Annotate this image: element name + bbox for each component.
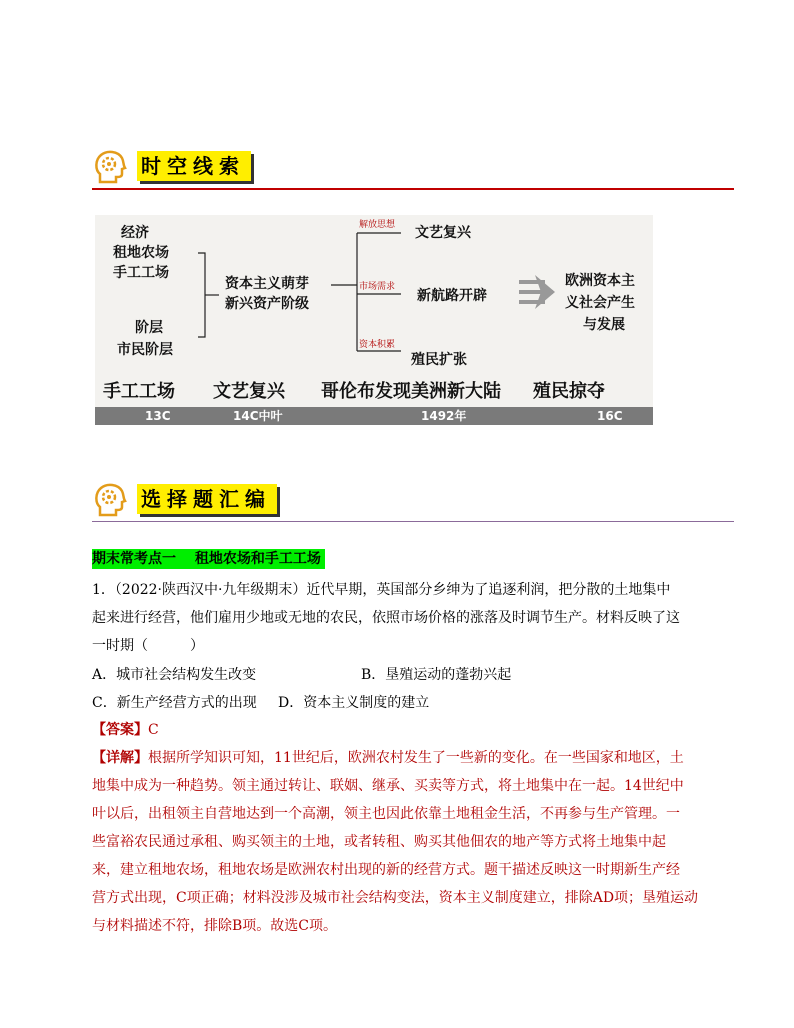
tl-outcome-1: 欧洲资本主: [565, 273, 635, 289]
tl-branch-tag-3: 资本积累: [359, 340, 396, 350]
head-gear-icon: [92, 148, 128, 184]
section-header-questions: [92, 481, 734, 523]
topic-heading: 期末常考点一 租地农场和手工工场: [92, 549, 325, 569]
tl-year-1: 13C: [145, 409, 171, 423]
tl-branch-result-1: 文艺复兴: [415, 225, 471, 241]
explain-line-4: 些富裕农民通过承租、购买领主的土地，或者转租、购买其他佃农的地产等方式将土地集中起: [92, 834, 666, 850]
timeline-figure: [95, 215, 653, 425]
question-line-3: 一时期（ ）: [92, 638, 204, 654]
explain-line-3: 叶以后，出租领主自营地达到一个高潮，领主也因此依靠土地租金生活，不再参与生产管理。一: [92, 806, 680, 822]
option-d: D．资本主义制度的建立: [278, 695, 430, 711]
tl-branch-result-3: 殖民扩张: [411, 352, 467, 368]
section-title: 选择题汇编: [137, 484, 277, 514]
head-gear-icon: [92, 481, 128, 517]
tl-left-bottom-2: 市民阶层: [117, 342, 173, 358]
tl-left-top-2: 租地农场: [113, 245, 169, 261]
question-line-1: 1．（2022·陕西汉中·九年级期末）近代早期，英国部分乡绅为了追逐利润，把分散的土地集中: [92, 582, 671, 598]
tl-left-bottom-1: 阶层: [135, 320, 163, 336]
explain-line-7: 与材料描述不符，排除B项。故选C项。: [92, 918, 337, 934]
tl-era-4: 殖民掠夺: [533, 381, 605, 402]
tl-branch-result-2: 新航路开辟: [417, 288, 487, 304]
explain-line-2: 地集中成为一种趋势。领主通过转让、联姻、继承、买卖等方式，将土地集中在一起。14世纪中: [92, 778, 684, 794]
tl-year-3: 1492年: [421, 409, 467, 423]
answer-line: [92, 716, 732, 744]
tl-branch-tag-1: 解放思想: [359, 220, 396, 230]
section-title: 时空线索: [137, 151, 251, 181]
explain-line-1: 【详解】根据所学知识可知，11世纪后，欧洲农村发生了一些新的变化。在一些国家和地区，土: [92, 750, 684, 766]
option-b: B．垦殖运动的蓬勃兴起: [361, 667, 512, 683]
tl-era-1: 手工工场: [103, 381, 175, 402]
tl-left-top-1: 经济: [121, 225, 149, 241]
section-header-timeline: [92, 148, 734, 190]
tl-left-top-3: 手工工场: [113, 265, 169, 281]
tl-year-bar: [95, 407, 653, 425]
tl-era-2: 文艺复兴: [213, 381, 285, 402]
tl-outcome-3: 与发展: [583, 317, 625, 333]
tl-outcome-2: 义社会产生: [565, 295, 635, 311]
explain-label: 【详解】: [92, 750, 148, 766]
section-rule: [92, 188, 734, 190]
question-line-2: 起来进行经营，他们雇用少地或无地的农民，依照市场价格的涨落及时调节生产。材料反映了这: [92, 610, 680, 626]
option-c: C．新生产经营方式的出现: [92, 695, 257, 711]
tl-branch-tag-2: 市场需求: [359, 282, 396, 292]
tl-era-3: 哥伦布发现美洲新大陆: [321, 381, 501, 402]
option-a: A．城市社会结构发生改变: [92, 667, 257, 683]
tl-middle-2: 新兴资产阶级: [225, 296, 309, 312]
tl-year-2: 14C中叶: [233, 409, 283, 423]
section-rule: [92, 521, 734, 522]
explain-line-5: 来，建立租地农场，租地农场是欧洲农村出现的新的经营方式。题干描述反映这一时期新生产经: [92, 862, 680, 878]
answer-value: C: [148, 722, 159, 738]
tl-year-4: 16C: [597, 409, 623, 423]
answer-label: 【答案】: [92, 722, 148, 738]
tl-middle-1: 资本主义萌芽: [225, 276, 309, 292]
explain-line-6: 营方式出现，C项正确；材料没涉及城市社会结构变法，资本主义制度建立，排除AD项；垦殖运动: [92, 890, 699, 906]
